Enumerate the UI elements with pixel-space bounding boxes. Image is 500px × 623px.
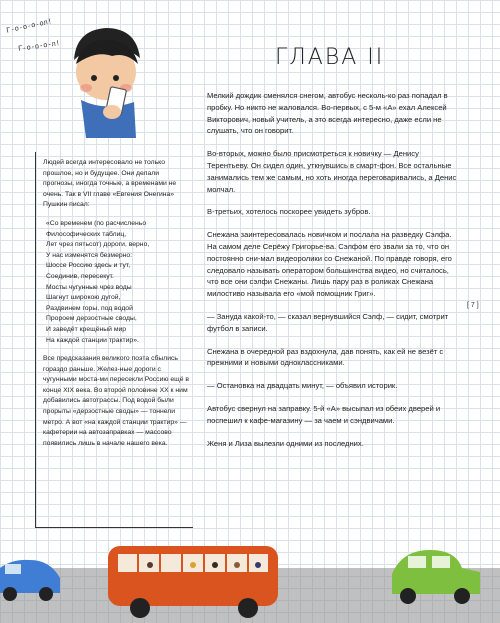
chapter-title: ГЛАВА II — [275, 45, 385, 70]
paragraph: Во-вторых, можно было присмотреться к новичку — Денису Терентьеву. Он сидел один, уткнувшись в смарт-фон. Все остальные занимались тем же самым, но хоть иногда переговаривались, а Денис молчал. — [207, 149, 457, 194]
page-number: [ 7 ] — [467, 302, 479, 309]
sidebar-outro: Все предсказания великого поэта сбылись гораздо раньше. Желез-ные дороги с чугунными моста-ми пересекли Россию ещё в конце XIX века. Во второй половине XX к ним добавились автотрассы. Под водой были прорыты «дерзостные своды» — тоннели метро. А вот «на каждой станции трактир» — кафетерии на автозаправках — массово появились лишь в начале нашего века. — [43, 355, 190, 447]
paragraph: Мелкий дождик сменялся снегом, автобус несколь-ко раз попадал в пробку. Но никто не жаловался. Во-первых, с 5-м «А» ехал Алексей Викторович, новый учитель, а это всегда интересно, даже если не слушать, что он говорит. — [207, 91, 448, 136]
sidebar-intro: Людей всегда интересовало не только прошлое, но и будущее. Они делали прогнозы, иногда точные, а временами не очень. Так в VII главе «Евгения Онегина» Пушкин писал: — [43, 159, 177, 209]
main-text — [207, 90, 459, 460]
goal-shout-bottom: Г-о-о-о-л! — [17, 39, 61, 53]
sidebar-poem: «Со временем (по расчисленьо Философических таблиц, Лет чрез пятьсот) дороги, верно, У нас изменятся безмерно: Шоссе Россию здесь и тут, Соединив, пересекут. Мосты чугунные чрез воды Шагнут широкою дугой, Раздвинем горы, под водой Пророем дерзостные своды, И заведёт крещёный мир На каждой станции трактир». — [46, 219, 150, 344]
paragraph: Снежана заинтересовалась новичком и послала на разведку Сэлфа. На самом деле Серёжу Григорье-ва. Сэлфом его звали за то, что он постоянно сни-мал видеоролики со Снежаной. По правде говоря, его следовало называть оператором большинства видео, но считалось, что все они сэлфи Снежаны. Лишь пару раз в роликах Снежана милостиво называла его «мой помощник Григ». — [207, 230, 452, 299]
road-illustration — [0, 538, 500, 623]
boy-illustration — [56, 20, 156, 140]
paragraph: — Остановка на двадцать минут, — объявил историк. — [207, 381, 398, 391]
paragraph: Снежана в очередной раз вздохнула, дав понять, как ей не везёт с прежними и новыми одноклассниками. — [207, 346, 444, 368]
paragraph: Автобус свернул на заправку. 5-й «А» высыпал из обеих дверей и поспешил к кафе-магазину — за чаем и сэндвичами. — [207, 403, 441, 425]
goal-shout-top: Г-о-о-о-ол! — [5, 17, 53, 35]
paragraph: В-третьих, хотелось поскорее увидеть зубров. — [207, 207, 371, 217]
paragraph: — Зануда какой-то, — сказал вернувшийся Сэлф, — сидит, смотрит футбол в записи. — [207, 311, 449, 333]
paragraph: Женя и Лиза вылезли одними из последних. — [207, 438, 364, 448]
sidebar-box — [35, 152, 193, 528]
